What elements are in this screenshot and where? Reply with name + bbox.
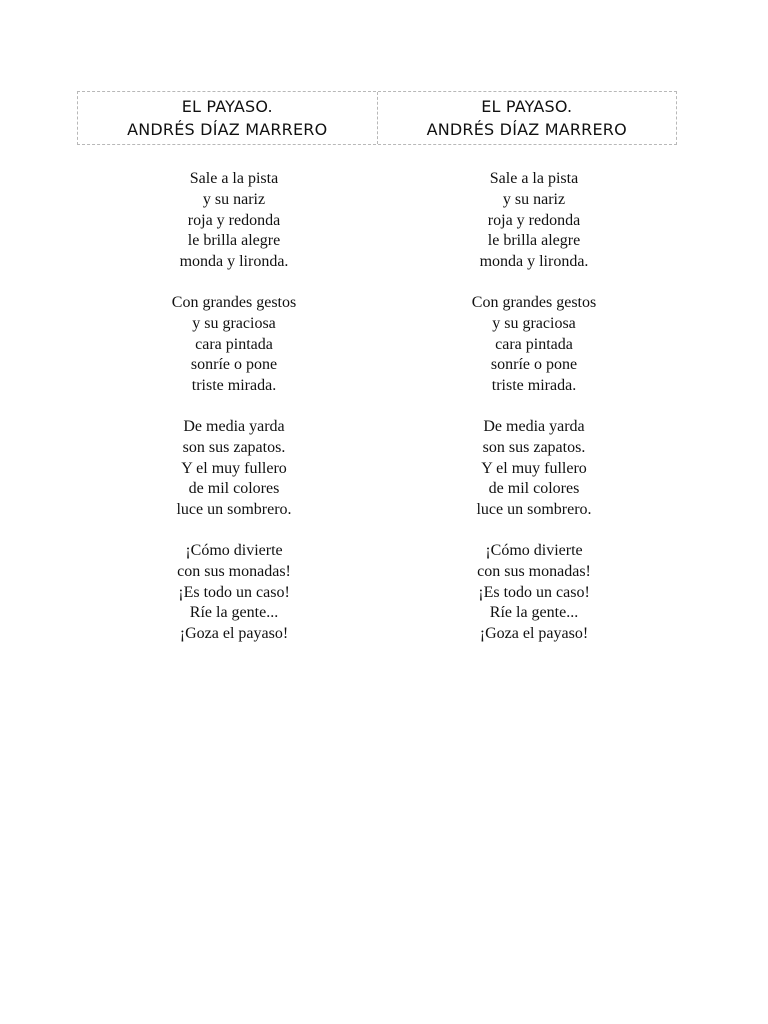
verse: De media yarda <box>483 417 585 435</box>
verse: Sale a la pista <box>189 170 279 187</box>
header-cell-left <box>78 92 377 144</box>
verse: De media yarda <box>183 417 285 435</box>
verse: ¡Cómo divierte <box>185 541 283 559</box>
poem-author: ANDRÉS DÍAZ MARRERO <box>426 120 627 139</box>
verse: con sus monadas! <box>477 562 591 580</box>
verse: Y el muy fullero <box>181 459 287 477</box>
verse: monda y lironda. <box>479 253 589 271</box>
verse: triste mirada. <box>191 377 277 395</box>
poem-right <box>384 169 684 665</box>
verse: luce un sombrero. <box>176 501 292 519</box>
verse: ¡Goza el payaso! <box>479 625 589 643</box>
verse: son sus zapatos. <box>182 438 286 456</box>
verse: ¡Es todo un caso! <box>178 583 290 601</box>
verse: y su nariz <box>502 190 566 208</box>
verse: Con grandes gestos <box>171 293 297 311</box>
verse: con sus monadas! <box>177 562 291 580</box>
verse: Y el muy fullero <box>481 459 587 477</box>
verse: Ríe la gente... <box>189 604 279 622</box>
verse: y su nariz <box>202 190 266 208</box>
verse: Sale a la pista <box>489 170 579 187</box>
verse: sonríe o pone <box>190 356 278 374</box>
stanza <box>384 417 684 521</box>
verse: le brilla alegre <box>187 232 281 250</box>
stanza <box>384 541 684 645</box>
verse: de mil colores <box>188 480 280 498</box>
stanza <box>84 169 384 273</box>
verse: le brilla alegre <box>487 232 581 250</box>
verse: triste mirada. <box>491 377 577 395</box>
verse: roja y redonda <box>187 211 281 229</box>
verse: monda y lironda. <box>179 253 289 271</box>
verse: y su graciosa <box>492 314 576 332</box>
stanza <box>84 417 384 521</box>
verse: Ríe la gente... <box>489 604 579 622</box>
stanza <box>84 541 384 645</box>
verse: y su graciosa <box>192 314 276 332</box>
verse: ¡Goza el payaso! <box>179 625 289 643</box>
header-table <box>77 91 677 145</box>
verse: cara pintada <box>495 335 573 353</box>
verse: luce un sombrero. <box>476 501 592 519</box>
verse: cara pintada <box>195 335 273 353</box>
verse: son sus zapatos. <box>482 438 586 456</box>
poem-left <box>84 169 384 665</box>
stanza <box>84 293 384 397</box>
header-cell-right <box>377 92 677 144</box>
verse: sonríe o pone <box>490 356 578 374</box>
stanza <box>384 293 684 397</box>
poem-author: ANDRÉS DÍAZ MARRERO <box>127 120 328 139</box>
poem-title: EL PAYASO. <box>181 97 273 116</box>
verse: ¡Cómo divierte <box>485 541 583 559</box>
verse: roja y redonda <box>487 211 581 229</box>
verse: ¡Es todo un caso! <box>478 583 590 601</box>
verse: de mil colores <box>488 480 580 498</box>
stanza <box>384 169 684 273</box>
verse: Con grandes gestos <box>471 293 597 311</box>
poem-title: EL PAYASO. <box>481 97 573 116</box>
